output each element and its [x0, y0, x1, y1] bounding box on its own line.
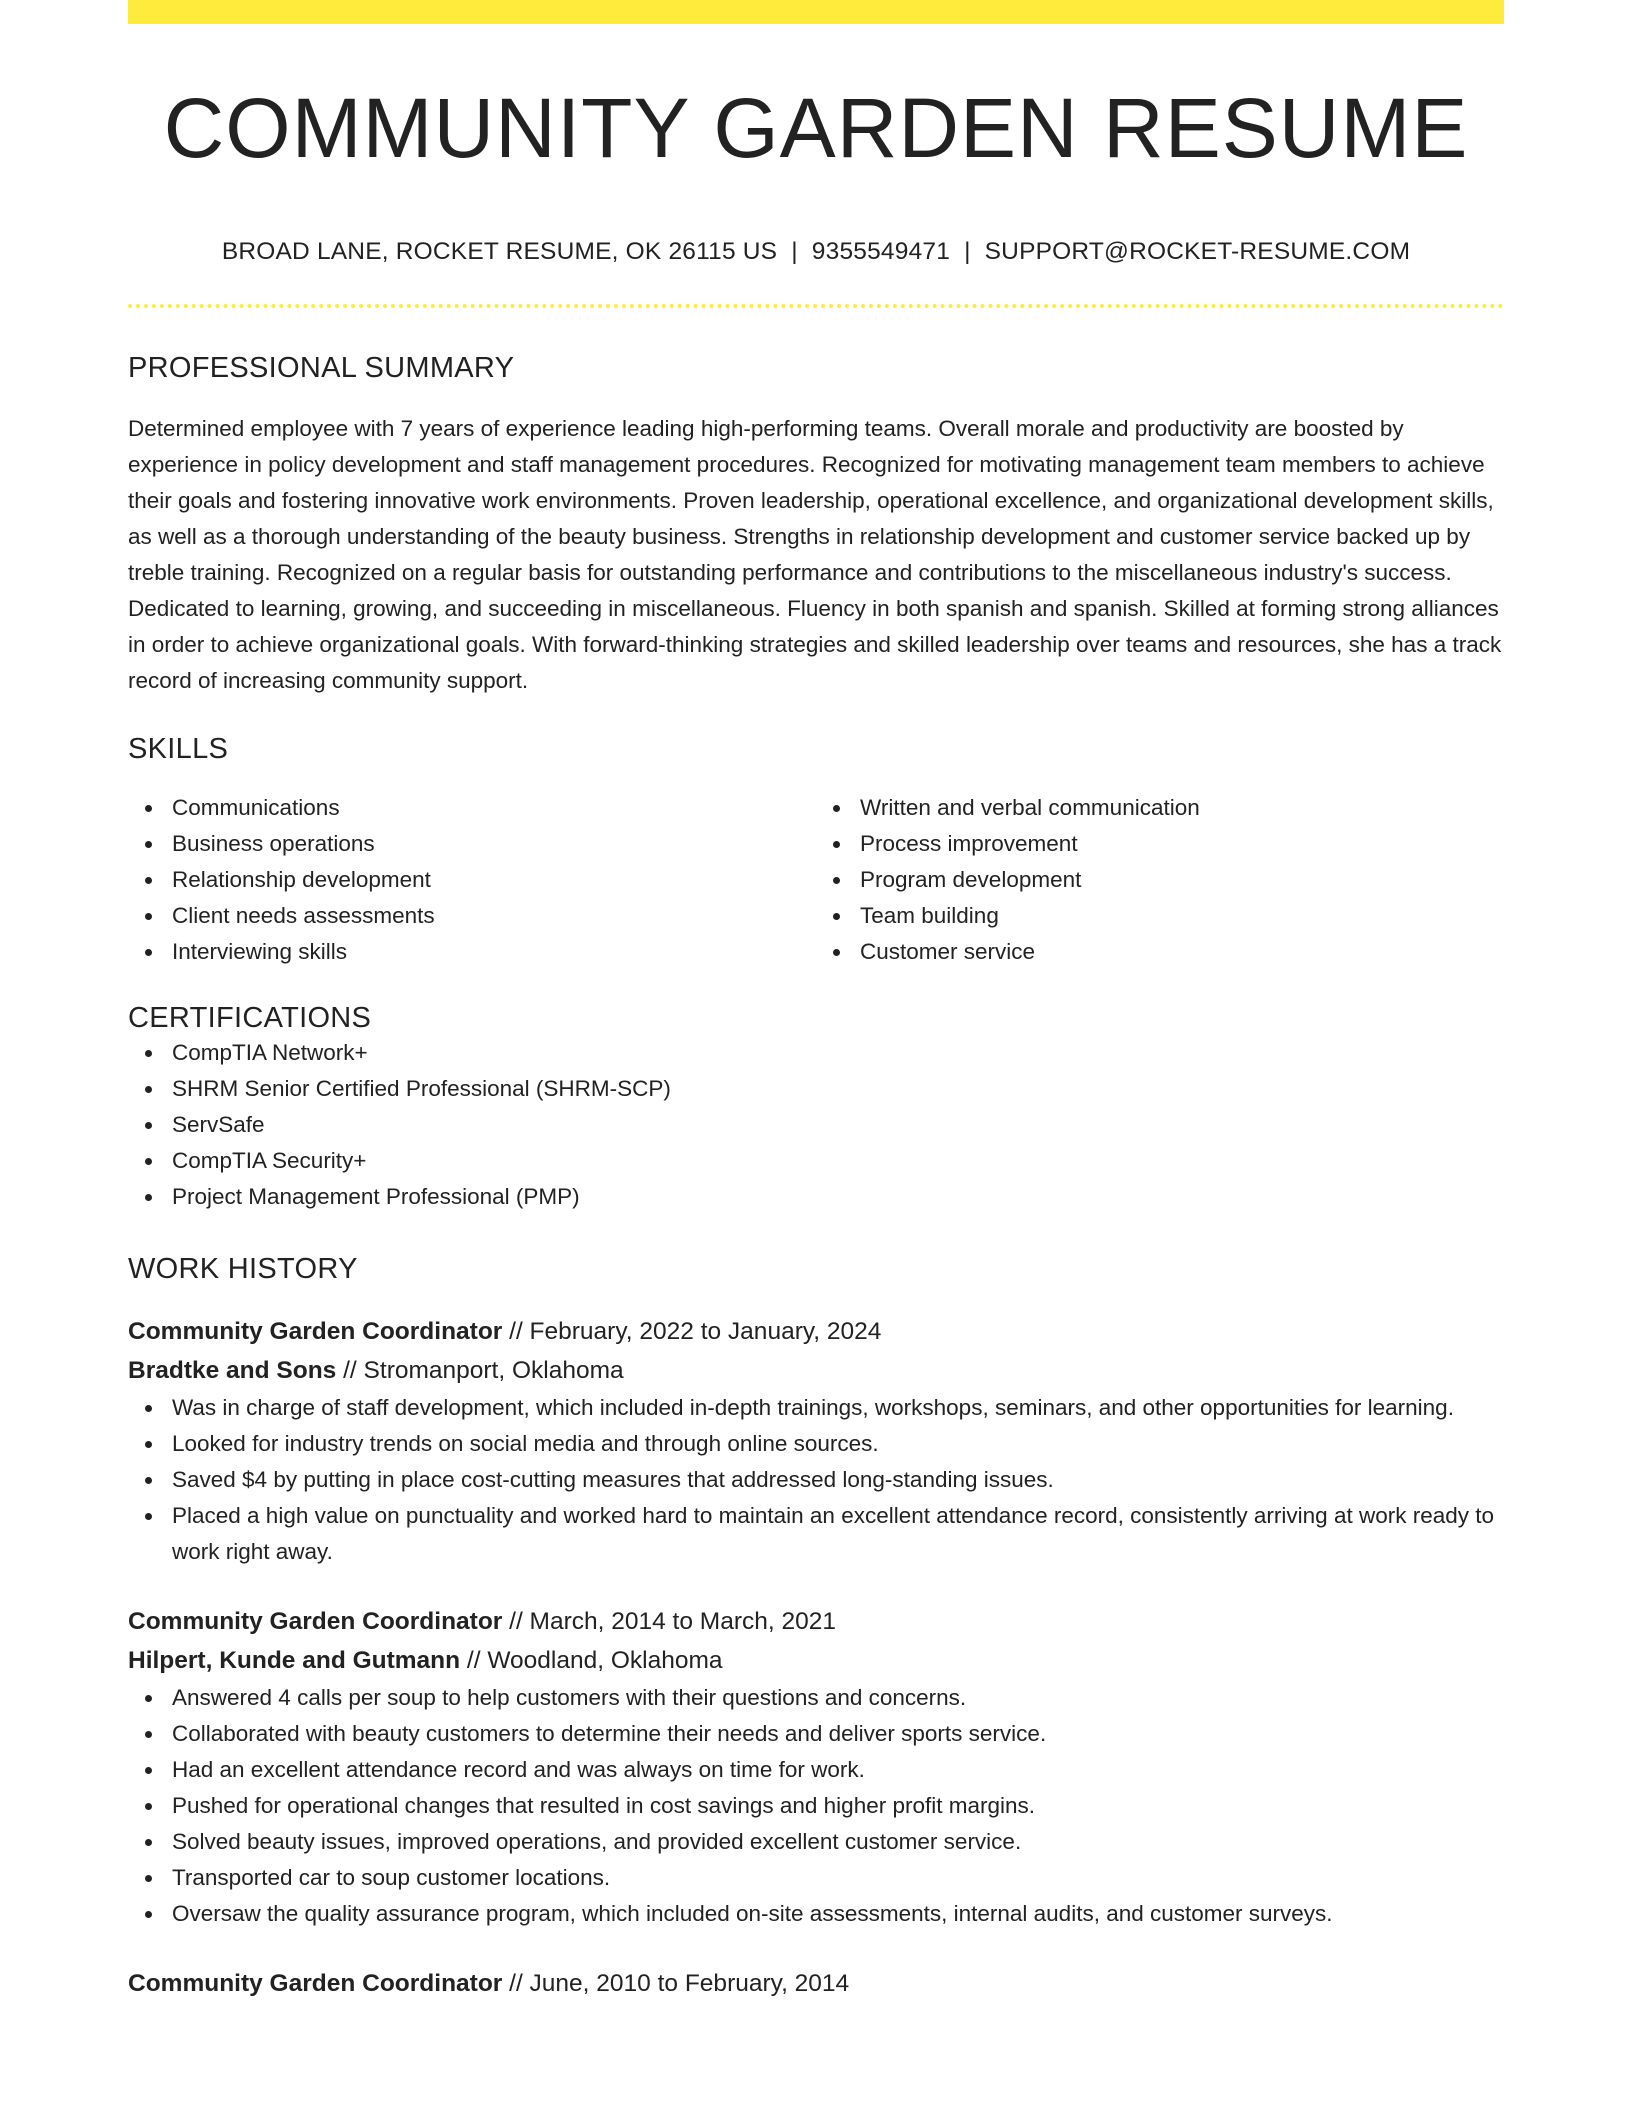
contact-email: SUPPORT@ROCKET-RESUME.COM	[984, 238, 1411, 266]
skill-item: Communications	[128, 790, 816, 826]
certification-item: ServSafe	[128, 1107, 1504, 1143]
job-dates: // June, 2010 to February, 2014	[502, 1970, 850, 1998]
job-duty: Saved $4 by putting in place cost-cutting measures that addressed long-standing issues.	[128, 1462, 1504, 1498]
job-role: Community Garden Coordinator	[128, 1318, 503, 1346]
job-location: // Woodland, Oklahoma	[460, 1647, 723, 1675]
contact-separator: |	[791, 238, 798, 266]
job-duty: Looked for industry trends on social media and through online sources.	[128, 1426, 1504, 1462]
job-dates: // March, 2014 to March, 2021	[502, 1608, 836, 1636]
certifications-list	[128, 1035, 1504, 1215]
summary-text: Determined employee with 7 years of experience leading high-performing teams. Overall morale and productivity are boosted by experience in policy development and staff management procedures. Recognized for motivating management team members to achieve their goals and fostering innovative work environments. Proven leadership, operational excellence, and organizational development skills, as well as a thorough understanding of the beauty business. Strengths in relationship development and customer service backed up by treble training. Recognized on a regular basis for outstanding performance and contributions to the miscellaneous industry's success. Dedicated to learning, growing, and succeeding in miscellaneous. Fluency in both spanish and spanish. Skilled at forming strong alliances in order to achieve organizational goals. With forward-thinking strategies and skilled leadership over teams and resources, she has a track record of increasing community support.	[128, 416, 1502, 694]
contact-phone: 9355549471	[811, 238, 951, 266]
job-entry	[128, 1602, 1504, 1932]
certifications-heading: CERTIFICATIONS	[128, 1002, 372, 1035]
skill-item: Customer service	[816, 934, 1504, 970]
job-duty: Answered 4 calls per soup to help customers with their questions and concerns.	[128, 1680, 1504, 1716]
job-dates: // February, 2022 to January, 2024	[502, 1318, 882, 1346]
job-title-line	[128, 1602, 1504, 1641]
contact-line	[128, 238, 1504, 266]
job-location: // Stromanport, Oklahoma	[336, 1357, 624, 1385]
job-entry	[128, 1964, 1504, 2003]
job-duty: Had an excellent attendance record and was always on time for work.	[128, 1752, 1504, 1788]
accent-top-bar	[128, 0, 1504, 24]
skill-item: Client needs assessments	[128, 898, 816, 934]
job-duty: Collaborated with beauty customers to determine their needs and deliver sports service.	[128, 1716, 1504, 1752]
job-duty: Transported car to soup customer locations.	[128, 1860, 1504, 1896]
certification-item: SHRM Senior Certified Professional (SHRM-SCP)	[128, 1071, 1504, 1107]
job-company-line	[128, 1351, 1504, 1390]
job-duty: Solved beauty issues, improved operations, and provided excellent customer service.	[128, 1824, 1504, 1860]
job-duty: Oversaw the quality assurance program, which included on-site assessments, internal audits, and customer surveys.	[128, 1896, 1504, 1932]
skill-item: Business operations	[128, 826, 816, 862]
job-duties-list	[128, 1390, 1504, 1570]
skills-column-right	[816, 790, 1504, 970]
job-duties-list	[128, 1680, 1504, 1932]
job-company-line	[128, 1641, 1504, 1680]
job-title-line	[128, 1964, 1504, 2003]
resume-page	[128, 0, 1504, 2003]
certification-item: Project Management Professional (PMP)	[128, 1179, 1504, 1215]
skill-item: Interviewing skills	[128, 934, 816, 970]
skill-item: Relationship development	[128, 862, 816, 898]
job-role: Community Garden Coordinator	[128, 1970, 503, 1998]
job-title-line	[128, 1312, 1504, 1351]
job-entry	[128, 1312, 1504, 1570]
job-duty: Placed a high value on punctuality and worked hard to maintain an excellent attendance record, consistently arriving at work ready to work right away.	[128, 1498, 1504, 1570]
resume-name: COMMUNITY GARDEN RESUME	[163, 81, 1469, 175]
skills-column-left	[128, 790, 816, 970]
skill-item: Team building	[816, 898, 1504, 934]
work-history-heading: WORK HISTORY	[128, 1253, 358, 1286]
contact-separator: |	[964, 238, 971, 266]
certification-item: CompTIA Network+	[128, 1035, 1504, 1071]
certification-item: CompTIA Security+	[128, 1143, 1504, 1179]
skill-item: Written and verbal communication	[816, 790, 1504, 826]
job-duty: Pushed for operational changes that resulted in cost savings and higher profit margins.	[128, 1788, 1504, 1824]
job-company: Hilpert, Kunde and Gutmann	[128, 1647, 461, 1675]
skill-item: Process improvement	[816, 826, 1504, 862]
skills-heading: SKILLS	[128, 733, 229, 766]
job-role: Community Garden Coordinator	[128, 1608, 503, 1636]
contact-address: BROAD LANE, ROCKET RESUME, OK 26115 US	[221, 238, 778, 266]
job-duty: Was in charge of staff development, which included in-depth trainings, workshops, seminars, and other opportunities for learning.	[128, 1390, 1504, 1426]
dotted-divider	[128, 304, 1504, 308]
job-company: Bradtke and Sons	[128, 1357, 337, 1385]
skills-list	[128, 790, 1504, 970]
skill-item: Program development	[816, 862, 1504, 898]
summary-heading: PROFESSIONAL SUMMARY	[128, 352, 515, 385]
